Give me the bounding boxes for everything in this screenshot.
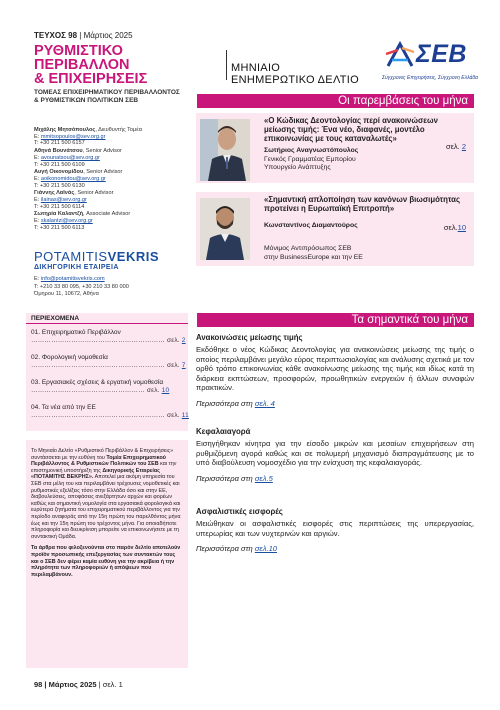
contact-entry: Γιάννης Λαϊνάς, Senior Advisor E: ilainas@sev.org.gr T: +30 211 500 6114 xyxy=(34,190,194,210)
toc-item[interactable]: 03. Εργασιακές σχέσεις & εργατική νομοθεσία xyxy=(31,379,164,386)
person-role: Μόνιμος Αντιπρόσωπος ΣΕΒ xyxy=(264,245,352,252)
toc-page-ref: …………………………………………………… σελ. 7 xyxy=(31,362,186,369)
intervention-card-2 xyxy=(196,192,474,266)
newsletter-title xyxy=(34,44,219,86)
sev-logo-tagline: Σύγχρονες Επιχειρήσεις, Σύγχρονη Ελλάδα xyxy=(382,75,478,81)
intervention-card-1 xyxy=(196,113,474,183)
toc-page-link[interactable]: 2 xyxy=(181,337,186,344)
contact-entry: Αυγή Οικονομίδου, Senior Advisor E: aoikonomidou@sev.org.gr T: +30 211 500 6130 xyxy=(34,169,194,189)
toc-header: ΠΕΡΙΕΧΟΜΕΝΑ xyxy=(26,313,188,324)
contact-name: Αυγή Οικονομίδου xyxy=(34,169,84,176)
contact-name: Αθηνά Βουνάτσου xyxy=(34,148,83,155)
contact-phone: T: +30 211 500 6157 xyxy=(34,140,85,147)
toc-page-link[interactable]: 11 xyxy=(181,412,189,419)
sev-logo xyxy=(382,38,478,86)
sev-logo-text: ΣΕΒ xyxy=(416,40,467,68)
issue-number: ΤΕΥΧΟΣ 98 xyxy=(34,31,78,40)
toc-page-ref: …………………………………………………… σελ. 2 xyxy=(31,337,186,344)
person-role: Γενικός Γραμματέας Εμπορίου xyxy=(264,155,356,163)
contact-email-link[interactable]: aoikonomidou@sev.org.gr xyxy=(40,175,106,182)
highlight-section-1 xyxy=(196,333,474,408)
person-org: Υπουργείο Ανάπτυξης xyxy=(264,164,331,171)
intervention-person xyxy=(264,147,358,173)
section-title: Ασφαλιστικές εισφορές xyxy=(196,507,283,516)
contact-role: , Senior Advisor xyxy=(82,148,122,155)
partner-email-line: E: info@potamitisvekris.com xyxy=(34,276,105,282)
contact-name: Σωτηρία Καλαντζή xyxy=(34,211,83,218)
page-link[interactable]: 10 xyxy=(457,223,466,232)
contact-role: , Associate Advisor xyxy=(83,211,131,218)
monthly-line-1: ΜΗΝΙΑΙΟ xyxy=(231,62,281,74)
sev-logo-mark-icon xyxy=(382,40,418,72)
title-line-1: ΡΥΘΜΙΣΤΙΚΟ ΠΕΡΙΒΑΛΛΟΝ xyxy=(34,43,130,73)
contact-phone: T: +30 211 500 6130 xyxy=(34,182,85,189)
contact-role: , Senior Advisor xyxy=(74,190,114,197)
disclaimer xyxy=(26,440,188,668)
more-link-line: Περισσότερα στη σελ. 4 xyxy=(196,398,275,408)
section-title: Κεφαλαιαγορά xyxy=(196,427,251,436)
intervention-headline: «Σημαντική απλοποίηση των κανόνων βιωσιμότητας προτείνει η Ευρωπαϊκή Επιτροπή» xyxy=(264,195,461,213)
footer-page: | σελ. 1 xyxy=(96,680,123,689)
person-name: Σωτήριος Αναγνωστόπουλος xyxy=(264,147,359,154)
page-link[interactable]: 2 xyxy=(461,142,466,151)
more-link-line: Περισσότερα στη σελ.10 xyxy=(196,544,278,554)
section-body: Εισηγήθηκαν κίνητρα για την είσοδο μικρών και μεσαίων επιχειρήσεων στη ρυθμιζόμενη αγορά καθώς και σε πολυμερή μηχανισμό διαπραγμάτευσης με το υπό διαβούλευση νομοσχέδιο για την ενίσχυση της κεφαλαιαγοράς. xyxy=(196,439,474,468)
speaker-photo xyxy=(200,119,250,181)
disclaimer-paragraph-1: Το Μηνιαίο Δελτίο «Ρυθμιστικό Περιβάλλον & Επιχειρήσεις» συντάσσεται με την ευθύνη του Τομέα Επιχειρηματικού Περιβάλλοντος & Ρυθμιστικών Πολιτικών του ΣΕΒ και την επιστημονική υποστήριξη της Δικηγορικής Εταιρείας «ΠΟΤΑΜΙΤΗΣ ΒΕΚΡΗΣ». Αποτελεί μια ακόμη υπηρεσία του ΣΕΒ στα μέλη του και περιλαμβάνει τρέχουσες νομοθετικές και ρυθμιστικές εξελίξεις τόσο στην Ελλάδα όσο και στην ΕΕ, διαβουλεύσεις, αποφάσεις ανεξάρτητων αρχών και φορέων καθώς και σημαντική νομολογία στα εργασιακά φορολογικά και ευρύτερα ζητήματα του επιχειρηματικού περιβάλλοντος για την περίοδο αναφοράς από την 15η πρώτη του παρελθόντος μήνα έως και την 15η πρώτη του τρέχοντος μήνα. Για οποιαδήποτε πληροφορία και διευκρίνιση μπορείτε να επικοινωνήσετε με τη συντακτική Ομάδα. xyxy=(31,448,181,540)
intervention-headline: «Ο Κώδικας Δεοντολογίας περί ανακοινώσεων μείωσης τιμής: Ένα νέο, διαφανές, μοντέλο επικοινωνίας με τους καταναλωτές» xyxy=(264,116,438,143)
person-org: στην BusinessEurope και την ΕΕ xyxy=(264,253,363,261)
section-body: Εκδόθηκε ο νέος Κώδικας Δεοντολογίας για ανακοινώσεις μείωσης της τιμής ο οποίος περιλαμβάνει μεγάλο εύρος περιπτωσιολογίας και ανάλυσης σχετικά με τον ορθό τρόπο επικοινωνίας κάθε ανακοίνωσης μείωσης της τιμής και ιδίως κατά τη διάρκεια εκπτώσεων, προσφορών, προωθητικών ενεργειών ή άλλων συναφών πρακτικών. xyxy=(196,345,474,393)
contact-phone: T: +30 211 500 6113 xyxy=(34,224,85,231)
header-divider xyxy=(226,50,227,80)
contact-phone: T: +30 211 500 6109 xyxy=(34,161,85,168)
contact-email-link[interactable]: ilainas@sev.org.gr xyxy=(40,197,87,204)
partner-phone: T: +210 33 80 095, +30 210 33 80 000 xyxy=(34,283,129,290)
toc-page-link[interactable]: 10 xyxy=(161,387,170,394)
speaker-photo xyxy=(200,198,250,260)
highlight-section-2 xyxy=(196,427,474,483)
contact-entry: Αθηνά Βουνάτσου, Senior Advisor E: avounatsou@sev.org.gr T: +30 211 500 6109 xyxy=(34,148,194,168)
contact-name: Μιχάλης Μητσόπουλος xyxy=(34,127,96,133)
issue-line: ΤΕΥΧΟΣ 98 | Μάρτιος 2025 xyxy=(34,31,133,40)
contact-role: , Διευθυντής Τομέα xyxy=(95,127,142,133)
toc-item[interactable]: 04. Τα νέα από την ΕΕ xyxy=(31,404,96,411)
more-page-link[interactable]: σελ. 4 xyxy=(254,398,275,408)
contact-entry: Μιχάλης Μητσόπουλος, Διευθυντής Τομέα E: mmitsopoulos@sev.org.gr T: +30 211 500 6157 xyxy=(34,127,194,147)
title-line-2: & ΕΠΙΧΕΙΡΗΣΕΙΣ xyxy=(34,71,148,87)
more-page-link[interactable]: σελ.5 xyxy=(254,473,273,483)
contact-phone: T: +30 211 500 6114 xyxy=(34,203,85,210)
disclaimer-paragraph-2: Τα άρθρα που φιλοξενούνται στο παρόν δελτίο αποτελούν προϊόν προσωπικής επεξεργασίας των συντακτών τους και ο ΣΕΒ δεν φέρει καμία ευθύνη για την ακρίβεια ή την πληρότητα των πληροφοριών ή απόψεων που περιλαμβάνουν. xyxy=(31,545,181,578)
section-title: Ανακοινώσεις μείωσης τιμής xyxy=(196,333,303,342)
partner-info xyxy=(34,276,129,299)
toc-page-ref: …………………………………………………… σελ. 11 xyxy=(31,412,189,419)
partner-logo-a: POTAMITIS xyxy=(34,249,108,264)
interventions-banner: Οι παρεμβάσεις του μήνα xyxy=(197,94,474,108)
contact-entry: Σωτηρία Καλαντζή, Associate Advisor E: skalantzi@sev.org.gr T: +30 211 500 6113 xyxy=(34,211,194,231)
toc-item[interactable]: 01. Επιχειρηματικό Περιβάλλον xyxy=(31,329,121,336)
partner-subtitle: ΔΙΚΗΓΟΡΙΚΗ ΕΤΑΙΡΕΙΑ xyxy=(34,264,119,271)
contact-email-link[interactable]: avounatsou@sev.org.gr xyxy=(40,154,100,161)
footer-issue: 98 | Μάρτιος 2025 xyxy=(34,680,97,689)
partner-logo-b: VEKRIS xyxy=(107,249,160,264)
department-name: ΤΟΜΕΑΣ ΕΠΙΧΕΙΡΗΜΑΤΙΚΟΥ ΠΕΡΙΒΑΛΛΟΝΤΟΣ & ΡΥΘΜΙΣΤΙΚΩΝ ΠΟΛΙΤΙΚΩΝ ΣΕΒ xyxy=(34,89,180,104)
monthly-label xyxy=(231,62,359,86)
monthly-line-2: ΕΝΗΜΕΡΩΤΙΚΟ ΔΕΛΤΙΟ xyxy=(231,74,360,86)
toc-item[interactable]: 02. Φορολογική νομοθεσία xyxy=(31,354,108,361)
page-reference: σελ.10 xyxy=(443,223,466,232)
contact-email-link[interactable]: skalantzi@sev.org.gr xyxy=(40,218,93,225)
issue-date: Μάρτιος 2025 xyxy=(83,31,133,40)
person-name: Κωνσταντίνος Διαμαντούρος xyxy=(264,222,358,229)
intervention-person xyxy=(264,222,358,231)
partner-logo xyxy=(34,249,159,264)
partner-address: Όμηρου 11, 10672, Αθήνα xyxy=(34,291,99,297)
contact-name: Γιάννης Λαϊνάς xyxy=(34,190,75,197)
toc-page-link[interactable]: 7 xyxy=(181,362,186,369)
highlight-section-3 xyxy=(196,507,474,553)
toc-page-ref: …………………………………………… σελ. 10 xyxy=(31,387,170,394)
contact-role: , Senior Advisor xyxy=(83,169,123,176)
contact-list xyxy=(34,127,194,233)
section-body: Μειώθηκαν οι ασφαλιστικές εισφορές στις περιπτώσεις της υπερεργασίας, υπερωρίας και των νυχτερινών και αργιών. xyxy=(196,519,474,538)
page-reference: σελ. 2 xyxy=(445,142,466,151)
page-footer xyxy=(34,680,123,689)
partner-email-link[interactable]: info@potamitisvekris.com xyxy=(40,276,105,282)
intervention-person-roles xyxy=(264,245,363,262)
more-page-link[interactable]: σελ.10 xyxy=(254,544,278,554)
contact-email-link[interactable]: mmitsopoulos@sev.org.gr xyxy=(40,133,106,140)
more-link-line: Περισσότερα στη σελ.5 xyxy=(196,473,273,483)
highlights-banner: Τα σημαντικά του μήνα xyxy=(197,313,474,327)
table-of-contents xyxy=(26,313,188,431)
